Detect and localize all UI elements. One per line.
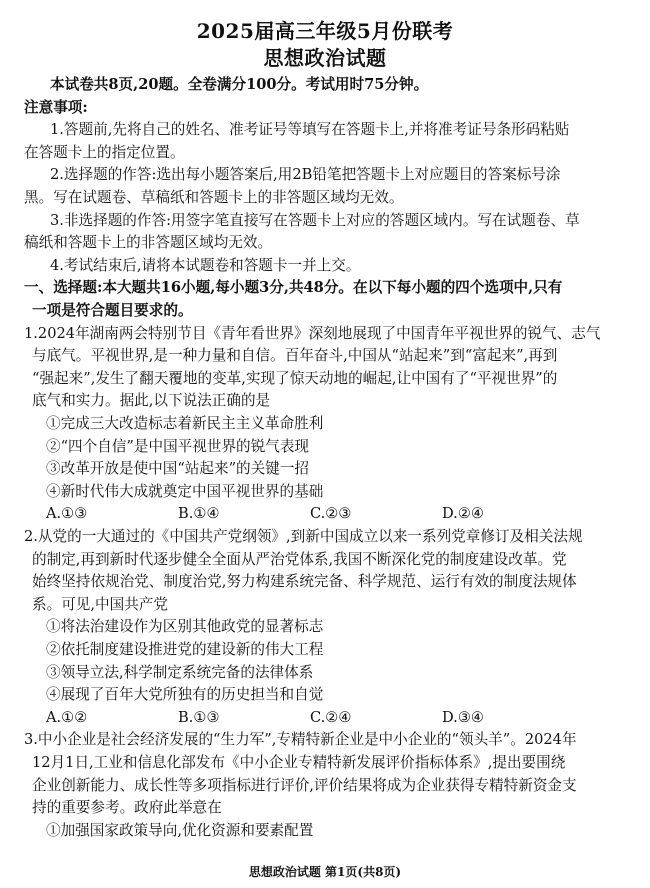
choice-a[interactable]: A.①③ (46, 505, 88, 523)
choice-c[interactable]: C.②④ (310, 708, 352, 726)
question-1-statement: ①完成三大改造标志着新民主主义革命胜利 (46, 415, 324, 432)
notes-heading: 注意事项: (24, 98, 88, 116)
section-heading: 一、选择题:本大题共16小题,每小题3分,共48分。在以下每小题的四个选项中,只有 (24, 279, 563, 297)
question-1-stem: “强起来”,发生了翻天覆地的变革,实现了惊天动地的崛起,让中国有了“平视世界”的 (32, 369, 558, 387)
question-3-stem: 企业创新能力、成长性等多项指标进行评价,评价结果将成为企业获得专精特新资金支 (32, 776, 577, 794)
choice-b[interactable]: B.①④ (178, 505, 220, 523)
question-3-stem: 3.中小企业是社会经济发展的“生力军”,专精特新企业是中小企业的“领头羊”。2024年 (24, 731, 577, 749)
choice-d[interactable]: D.②④ (442, 505, 484, 523)
question-1-statement: ④新时代伟大成就奠定中国平视世界的基础 (46, 482, 324, 500)
question-2-stem: 2.从党的一大通过的《中国共产党纲领》,到新中国成立以来一系列党章修订及相关法规 (24, 528, 583, 545)
question-2-statement: ④展现了百年大党所独有的历史担当和自觉 (46, 686, 324, 704)
section-heading-cont: 一项是符合题目要求的。 (32, 302, 193, 319)
question-3-stem: 12月1日,工业和信息化部发布《中小企业专精特新发展评价指标体系》,提出要围绕 (32, 754, 566, 771)
note-line: 黑。写在试题卷、草稿纸和答题卡上的非答题区域均无效。 (24, 189, 404, 206)
note-line: 3.非选择题的作答:用签字笔直接写在答题卡上对应的答题区域内。写在试题卷、草 (50, 211, 580, 229)
question-1-stem: 1.2024年湖南两会特别节目《青年看世界》深刻地展现了中国青年平视世界的锐气、志气 (24, 324, 601, 342)
question-2-stem: 系。可见,中国共产党 (32, 595, 168, 613)
note-line: 在答题卡上的指定位置。 (24, 143, 185, 161)
exam-title: 2025届高三年级5月份联考 (196, 19, 454, 43)
question-2-statement: ①将法治建设作为区别其他政党的显著标志 (46, 618, 324, 636)
question-1-stem: 与底气。平视世界,是一种力量和自信。百年奋斗,中国从“站起来”到“富起来”,再到 (32, 347, 558, 365)
question-2-statement: ②依托制度建设推进党的建设新的伟大工程 (46, 641, 324, 658)
exam-subject: 思想政治试题 (263, 46, 387, 70)
question-2-statement: ③领导立法,科学制定系统完备的法律体系 (46, 663, 314, 681)
note-line: 稿纸和答题卡上的非答题区域均无效。 (24, 234, 273, 252)
note-line: 1.答题前,先将自己的姓名、准考证号等填写在答题卡上,并将准考证号条形码粘贴 (50, 121, 570, 139)
choice-c[interactable]: C.②③ (310, 505, 352, 523)
page-footer: 思想政治试题 第1页(共8页) (248, 865, 402, 879)
choice-b[interactable]: B.①③ (178, 708, 220, 726)
exam-info: 本试卷共8页,20题。全卷满分100分。考试用时75分钟。 (50, 76, 429, 93)
choice-a[interactable]: A.①② (46, 708, 88, 726)
choice-d[interactable]: D.③④ (442, 708, 484, 726)
note-line: 2.选择题的作答:选出每小题答案后,用2B铅笔把答题卡上对应题目的答案标号涂 (50, 166, 561, 184)
question-1-choices (46, 503, 628, 526)
question-3-stem: 持的重要参考。政府此举意在 (32, 799, 222, 817)
question-1-statement: ③改革开放是使中国“站起来”的关键一招 (46, 460, 310, 478)
note-line: 4.考试结束后,请将本试题卷和答题卡一并上交。 (50, 256, 361, 274)
question-1-statement: ②“四个自信”是中国平视世界的锐气表现 (46, 437, 310, 455)
question-2-choices (46, 707, 628, 730)
question-3-statement: ①加强国家政策导向,优化资源和要素配置 (46, 821, 314, 839)
question-2-stem: 的制定,再到新时代逐步健全全面从严治党体系,我国不断深化党的制度建设改革。党 (32, 550, 567, 568)
question-2-stem: 始终坚持依规治党、制度治党,努力构建系统完备、科学规范、运行有效的制度法规体 (32, 573, 577, 591)
question-1-stem: 底气和实力。据此,以下说法正确的是 (32, 392, 271, 410)
